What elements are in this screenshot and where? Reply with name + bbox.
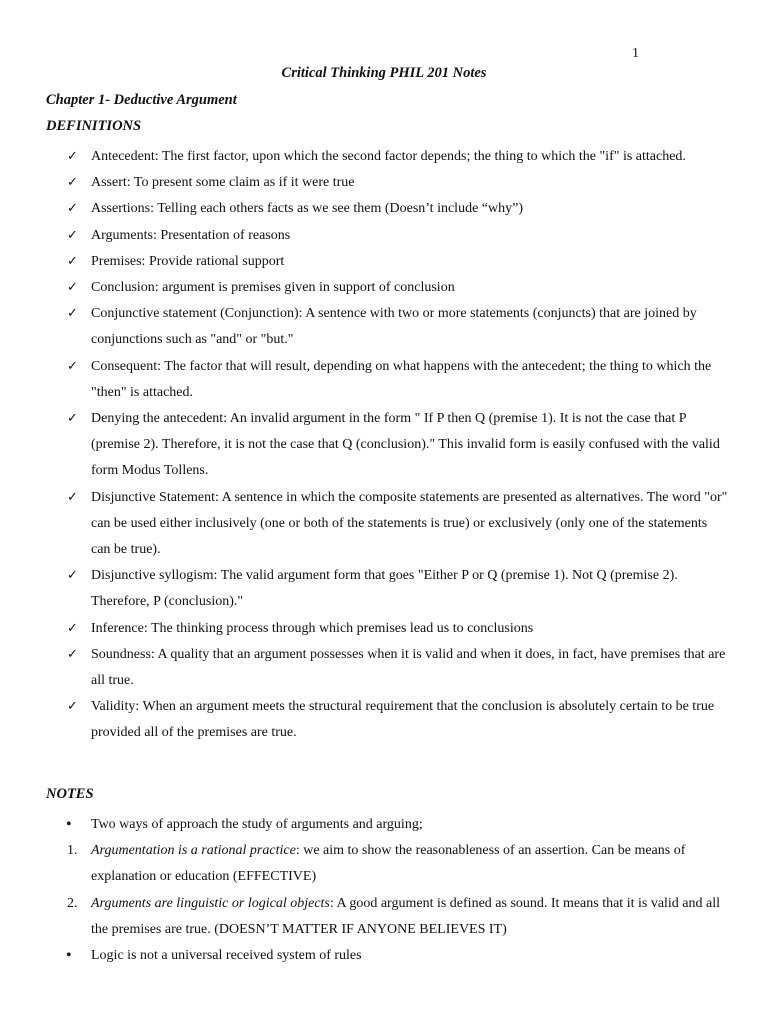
- check-icon: ✓: [67, 646, 78, 662]
- definition-item: [0, 616, 768, 642]
- check-icon: ✓: [67, 568, 78, 584]
- definition-item: [0, 196, 768, 222]
- note-item: [0, 812, 768, 838]
- definition-item: [0, 485, 768, 564]
- check-icon: ✓: [67, 227, 78, 243]
- definition-item: [0, 170, 768, 196]
- note-item: [0, 943, 768, 969]
- definition-item: [0, 406, 768, 485]
- definition-item: [0, 301, 768, 353]
- definition-text: Conjunctive statement (Conjunction): A sentence with two or more statements (conjuncts) that are joined by conjunctions such as "and" or "but.": [91, 306, 697, 348]
- definition-item: [0, 249, 768, 275]
- check-icon: ✓: [67, 699, 78, 715]
- definition-item: [0, 694, 768, 746]
- note-item: [0, 838, 768, 890]
- check-icon: ✓: [67, 489, 78, 505]
- note-text: : we aim to show the reasonableness of an assertion. Can be means of explanation or education (EFFECTIVE): [91, 843, 686, 885]
- check-icon: ✓: [67, 358, 78, 374]
- check-icon: ✓: [67, 620, 78, 636]
- definition-item: [0, 223, 768, 249]
- definition-text: Disjunctive Statement: A sentence in which the composite statements are presented as alternatives. The word "or" can be used either inclusively (one or both of the statements is true) or exclusively (only one of the statements can be true).: [91, 489, 728, 558]
- definition-text: Disjunctive syllogism: The valid argument form that goes "Either P or Q (premise 1). Not Q (premise 2). Therefore, P (conclusion).": [91, 568, 678, 610]
- note-emphasis: Argumentation is a rational practice: [91, 843, 296, 859]
- definition-item: [0, 275, 768, 301]
- definition-item: [0, 642, 768, 694]
- definition-text: Soundness: A quality that an argument possesses when it is valid and when it does, in fact, have premises that are all true.: [91, 646, 726, 689]
- definition-text: Arguments: Presentation of reasons: [91, 227, 291, 243]
- note-text: : A good argument is defined as sound. It means that it is valid and all the premises are true. (DOESN’T MATTER IF ANYONE BELIEVES IT): [91, 895, 721, 937]
- page-number: 1: [632, 46, 639, 61]
- check-icon: ✓: [67, 411, 78, 427]
- check-icon: ✓: [67, 201, 78, 217]
- list-number: 2.: [67, 895, 78, 911]
- check-icon: ✓: [67, 149, 78, 164]
- definitions-heading: DEFINITIONS: [46, 118, 142, 134]
- bullet-icon: •: [66, 816, 72, 833]
- check-icon: ✓: [67, 175, 78, 191]
- check-icon: ✓: [67, 306, 78, 322]
- definition-text: Conclusion: argument is premises given in support of conclusion: [91, 280, 455, 296]
- definition-text: Antecedent: The first factor, upon which the second factor depends; the thing to which the "if" is attached.: [91, 149, 686, 164]
- definition-item: [0, 144, 768, 170]
- notes-heading: NOTES: [46, 786, 94, 802]
- document-title: Critical Thinking PHIL 201 Notes: [281, 65, 487, 81]
- definition-text: Assert: To present some claim as if it were true: [91, 175, 355, 191]
- check-icon: ✓: [67, 253, 78, 269]
- definition-text: Consequent: The factor that will result, depending on what happens with the antecedent; the thing to which the "then" is attached.: [91, 358, 712, 400]
- definition-item: [0, 563, 768, 615]
- definition-text: Inference: The thinking process through which premises lead us to conclusions: [91, 620, 534, 636]
- chapter-heading: Chapter 1- Deductive Argument: [46, 92, 237, 108]
- definition-item: [0, 354, 768, 406]
- note-text: Logic is not a universal received system of rules: [91, 948, 362, 964]
- bullet-icon: •: [66, 947, 72, 965]
- definition-text: Validity: When an argument meets the structural requirement that the conclusion is absolutely certain to be true provided all of the premises are true.: [91, 699, 715, 741]
- notes-list: [0, 812, 768, 969]
- note-text: Two ways of approach the study of arguments and arguing;: [91, 817, 423, 832]
- definitions-list: [0, 144, 768, 747]
- note-item: [0, 891, 768, 943]
- list-number: 1.: [67, 843, 78, 859]
- definition-text: Premises: Provide rational support: [91, 253, 285, 269]
- definition-text: Denying the antecedent: An invalid argument in the form " If P then Q (premise 1). It is not the case that P (premise 2). Therefore, it is not the case that Q (conclusion)." This invalid form is easily confused with the valid form Modus Tollens.: [91, 411, 720, 479]
- note-emphasis: Arguments are linguistic or logical objects: [91, 895, 330, 911]
- definition-text: Assertions: Telling each others facts as we see them (Doesn’t include “why”): [91, 201, 523, 217]
- check-icon: ✓: [67, 280, 78, 296]
